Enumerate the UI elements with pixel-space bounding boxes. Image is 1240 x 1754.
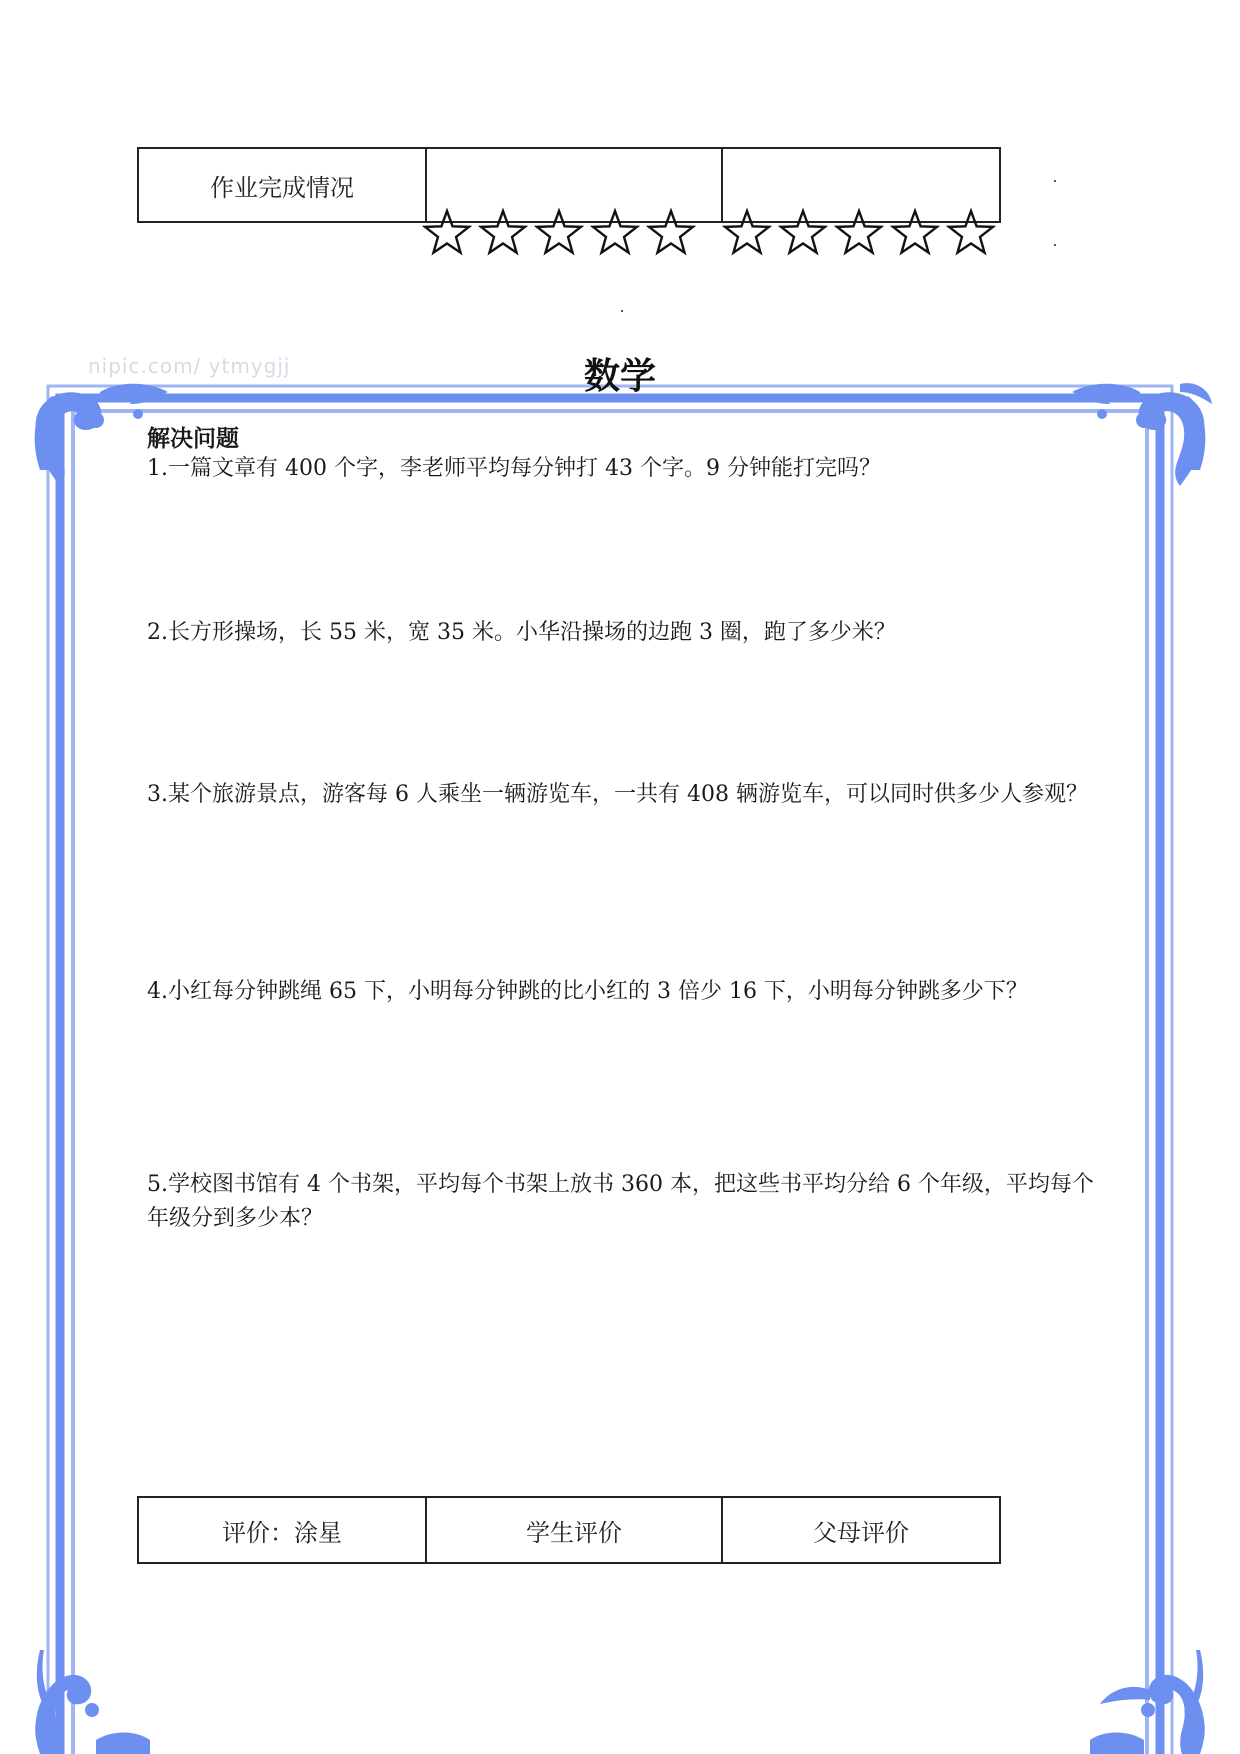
star-outline-icon[interactable] xyxy=(722,204,772,262)
scan-speck xyxy=(1054,244,1056,246)
parent-evaluation-cell[interactable]: 父母评价 xyxy=(722,1497,1000,1563)
star-outline-icon[interactable] xyxy=(890,204,940,262)
question-1: 1.一篇文章有 400 个字，李老师平均每分钟打 43 个字。9 分钟能打完吗？ xyxy=(147,456,881,481)
homework-status-label: 作业完成情况 xyxy=(138,148,426,222)
star-outline-icon[interactable] xyxy=(534,204,584,262)
student-evaluation-cell[interactable]: 学生评价 xyxy=(426,1497,722,1563)
evaluation-label: 评价：涂星 xyxy=(138,1497,426,1563)
question-5: 5.学校图书馆有 4 个书架，平均每个书架上放书 360 本，把这些书平均分给 6 个年级，平均每个年级分到多少本？ xyxy=(147,1172,1094,1231)
watermark: nipic.com/ ytmygjj xyxy=(88,354,291,378)
question-3: 3.某个旅游景点，游客每 6 人乘坐一辆游览车，一共有 408 辆游览车，可以同时供多少人参观？ xyxy=(147,782,1088,807)
parent-star-rating[interactable] xyxy=(722,204,996,262)
student-star-rating[interactable] xyxy=(422,204,696,262)
star-outline-icon[interactable] xyxy=(422,204,472,262)
question-2: 2.长方形操场，长 55 米，宽 35 米。小华沿操场的边跑 3 圈，跑了多少米？ xyxy=(147,620,896,645)
star-outline-icon[interactable] xyxy=(478,204,528,262)
evaluation-table xyxy=(137,1496,1001,1564)
scan-speck xyxy=(621,310,623,312)
star-outline-icon[interactable] xyxy=(646,204,696,262)
section-heading: 解决问题 xyxy=(147,425,239,452)
subject-title: 数学 xyxy=(583,356,656,397)
star-outline-icon[interactable] xyxy=(946,204,996,262)
corner-ornament-bottom-left xyxy=(35,1650,150,1754)
star-outline-icon[interactable] xyxy=(778,204,828,262)
star-outline-icon[interactable] xyxy=(834,204,884,262)
scan-speck xyxy=(1054,180,1056,182)
question-4: 4.小红每分钟跳绳 65 下，小明每分钟跳的比小红的 3 倍少 16 下，小明每分钟跳多少下？ xyxy=(147,979,1028,1004)
star-outline-icon[interactable] xyxy=(590,204,640,262)
